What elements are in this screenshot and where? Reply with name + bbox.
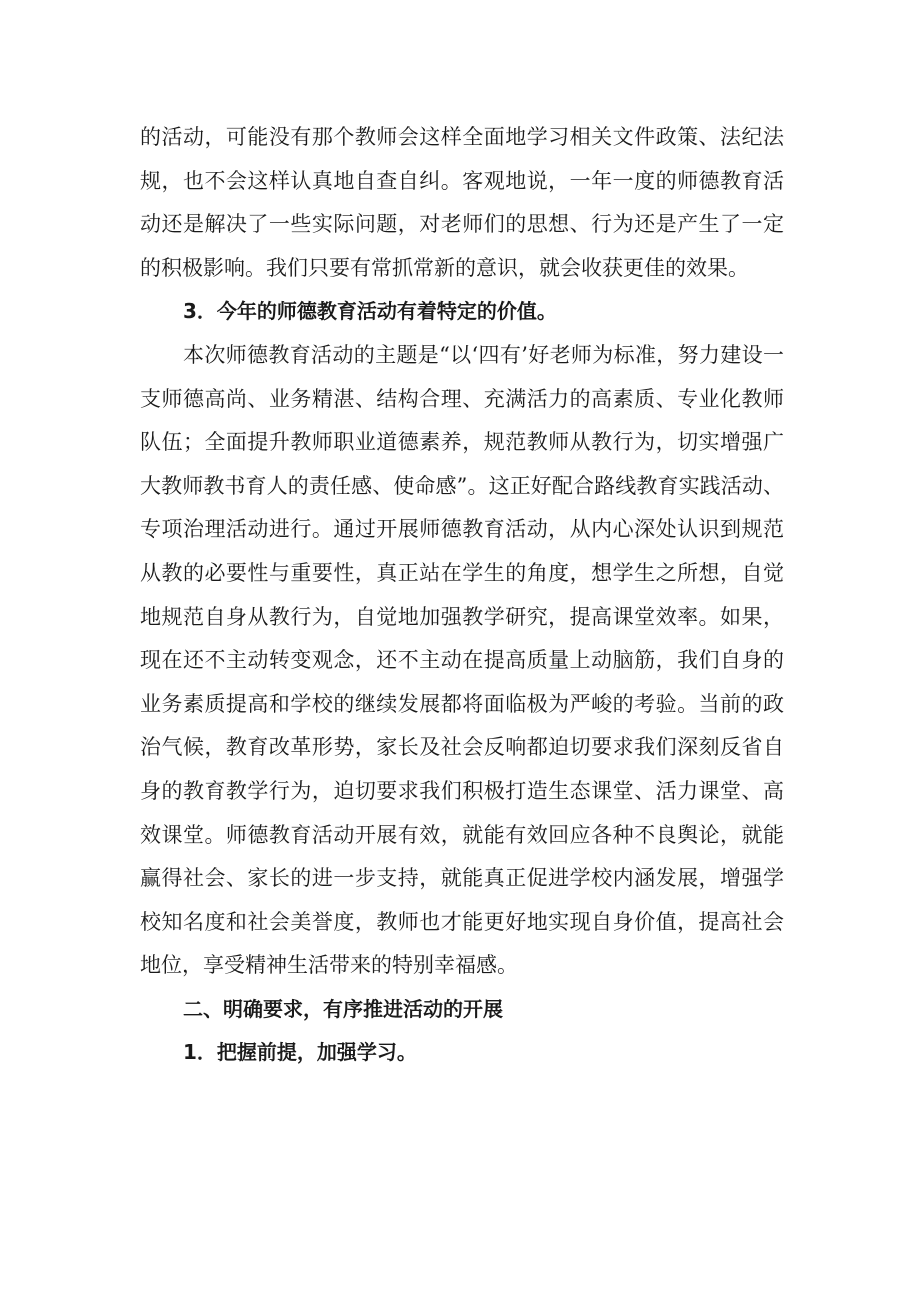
paragraph-theme: 本次师德教育活动的主题是“以‘四有’好老师为标准，努力建设一支师德高尚、业务精湛、结构合理、充满活力的高素质、专业化教师队伍；全面提升教师职业道德素养，规范教师从教行为，切实增强广大教师教书育人的责任感、使命感”。这正好配合路线教育实践活动、专项治理活动进行。通过开展师德教育活动，从内心深处认识到规范从教的必要性与重要性，真正站在学生的角度，想学生之所想，自觉地规范自身从教行为，自觉地加强教学研究，提高课堂效率。如果，现在还不主动转变观念，还不主动在提高质量上动脑筋，我们自身的业务素质提高和学校的继续发展都将面临极为严峻的考验。当前的政治气候，教育改革形势，家长及社会反响都迫切要求我们深刻反省自身的教育教学行为，迫切要求我们积极打造生态课堂、活力课堂、高效课堂。师德教育活动开展有效，就能有效回应各种不良舆论，就能赢得社会、家长的进一步支持，就能真正促进学校内涵发展，增强学校知名度和社会美誉度，教师也才能更好地实现自身价值，提高社会地位，享受精神生活带来的特别幸福感。 <box>140 342 784 978</box>
paragraph-continuation: 的活动，可能没有那个教师会这样全面地学习相关文件政策、法纪法规，也不会这样认真地自查自纠。客观地说，一年一度的师德教育活动还是解决了一些实际问题，对老师们的思想、行为还是产生了一定的积极影响。我们只要有常抓常新的意识，就会收获更佳的效果。 <box>140 125 784 280</box>
section-heading-1: 1．把握前提，加强学习。 <box>183 1040 417 1065</box>
chapter-heading-2: 二、明确要求，有序推进活动的开展 <box>183 996 503 1021</box>
document-body <box>140 116 784 1075</box>
section-heading-3: 3．今年的师德教育活动有着特定的价值。 <box>183 299 557 324</box>
